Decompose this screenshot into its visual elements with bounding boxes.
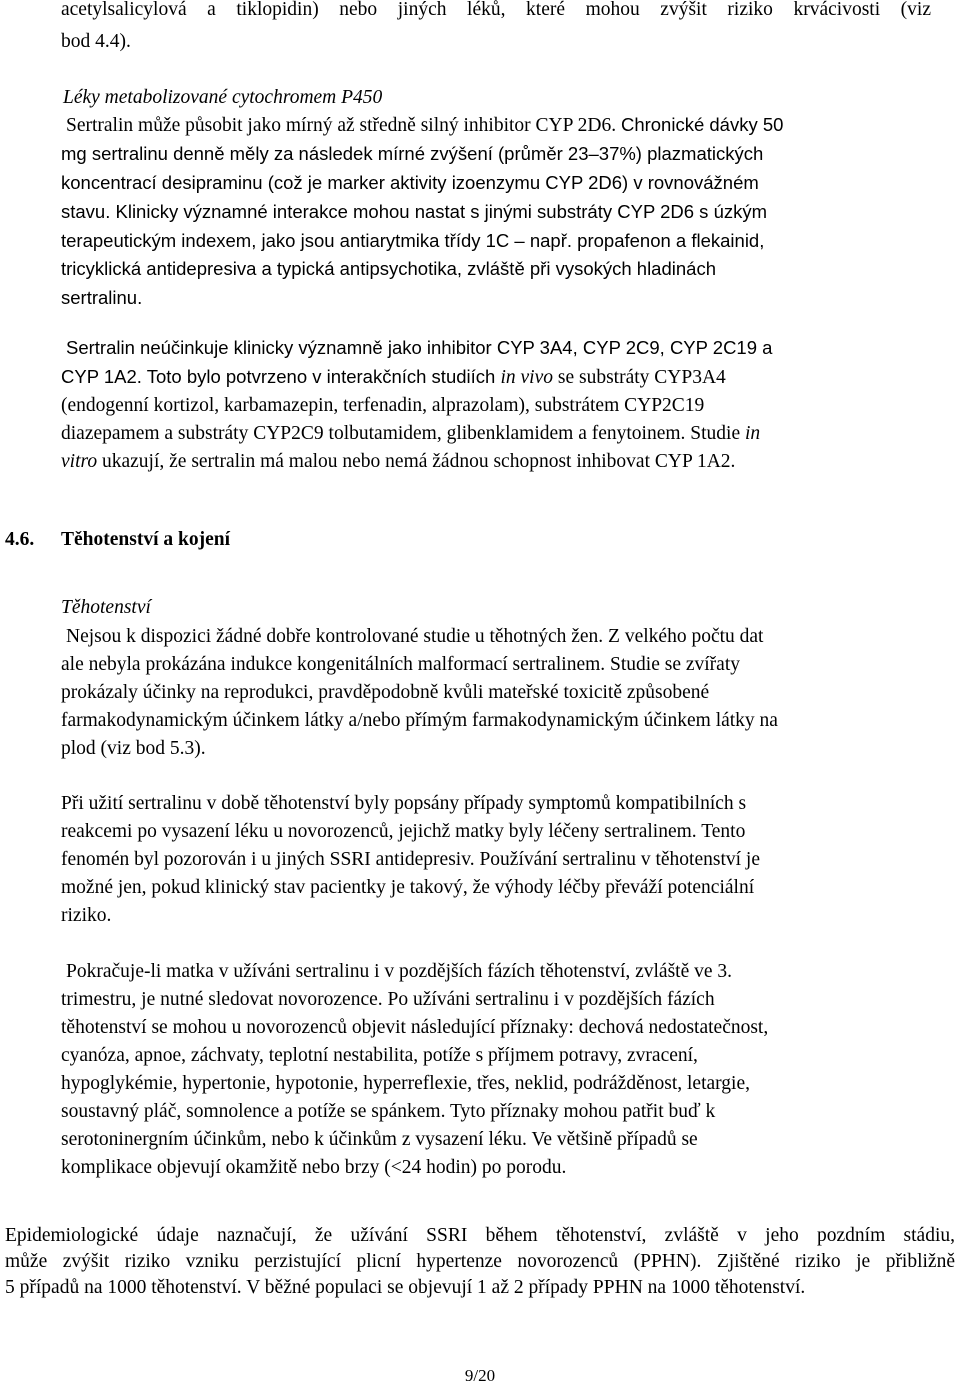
- paragraph-line: reakcemi po vysazení léku u novorozenců, jejichž matky byly léčeny sertralinem. Tento: [61, 821, 746, 842]
- paragraph-line: hypoglykémie, hypertonie, hypotonie, hyperreflexie, třes, neklid, podrážděnost, letargie,: [61, 1073, 750, 1094]
- paragraph-line: ale nebyla prokázána indukce kongenitálních malformací sertralinem. Studie se zvířaty: [61, 654, 740, 675]
- paragraph-line: riziko.: [61, 905, 112, 926]
- paragraph-line: trimestru, je nutné sledovat novorozence. Po užíváni sertralinu i v pozdějších fázích: [61, 989, 715, 1010]
- paragraph-line: Sertralin neúčinkuje klinicky významně jako inhibitor CYP 3A4, CYP 2C9, CYP 2C19 a: [66, 337, 773, 358]
- paragraph-line: fenomén byl pozorován i u jiných SSRI antidepresiv. Používání sertralinu v těhotenství je: [61, 849, 760, 870]
- paragraph-line: (endogenní kortizol, karbamazepin, terfenadin, alprazolam), substrátem CYP2C19: [61, 395, 705, 416]
- text-run: diazepamem a substráty CYP2C9 tolbutamidem, glibenklamidem a fenytoinem. Studie: [61, 423, 745, 444]
- text-run: vitro: [61, 451, 98, 472]
- subsection-heading: Léky metabolizované cytochromem P450: [63, 87, 383, 108]
- section-number: 4.6.: [5, 529, 35, 550]
- text-run: CYP 1A2. Toto bylo potvrzeno v interakčních studiích: [61, 366, 501, 387]
- paragraph-line: prokázaly účinky na reprodukci, pravděpodobně kvůli mateřské toxicitě způsobené: [61, 682, 710, 703]
- paragraph-line: Nejsou k dispozici žádné dobře kontrolované studie u těhotných žen. Z velkého počtu dat: [66, 626, 764, 647]
- paragraph-line: komplikace objevují okamžitě nebo brzy (<24 hodin) po porodu.: [61, 1157, 567, 1178]
- paragraph-line: soustavný pláč, somnolence a potíže se spánkem. Tyto příznaky mohou patřit buď k: [61, 1101, 716, 1122]
- paragraph-line: mg sertralinu denně měly za následek mírné zvýšení (průměr 23–37%) plazmatických: [61, 143, 764, 164]
- paragraph-line: bod 4.4).: [61, 31, 131, 52]
- paragraph-line: plod (viz bod 5.3).: [61, 738, 206, 759]
- paragraph-line: serotoninergním účinkům, nebo k účinkům z vysazení léku. Ve většině případů se: [61, 1129, 698, 1150]
- section-title: Těhotenství a kojení: [61, 529, 231, 550]
- paragraph-line: acetylsalicylová a tiklopidin) nebo jiných léků, které mohou zvýšit riziko krvácivosti (viz: [61, 0, 931, 20]
- paragraph-line: cyanóza, apnoe, záchvaty, teplotní nestabilita, potíže s příjmem potravy, zvracení,: [61, 1045, 698, 1066]
- paragraph-line: tricyklická antidepresiva a typická antipsychotika, zvláště při vysokých hladinách: [61, 258, 716, 279]
- paragraph-line: [61, 424, 760, 444]
- text-run: se substráty CYP3A4: [552, 367, 726, 388]
- page-number: 9/20: [464, 1366, 496, 1385]
- paragraph-line: Při užití sertralinu v době těhotenství byly popsány případy symptomů kompatibilních s: [61, 793, 747, 814]
- text-run: in vivo: [500, 367, 553, 388]
- paragraph-line: těhotenství se mohou u novorozenců objevit následující příznaky: dechová nedostatečnost,: [61, 1017, 769, 1038]
- text-run: Chronické dávky 50: [620, 114, 784, 135]
- paragraph-line: Pokračuje-li matka v užíváni sertralinu i v pozdějších fázích těhotenství, zvláště ve 3.: [66, 961, 733, 982]
- subsection-heading: Těhotenství: [61, 597, 151, 618]
- paragraph-line: může zvýšit riziko vzniku perzistující plicní hypertenze novorozenců (PPHN). Zjištěné riziko je přibližně: [5, 1251, 955, 1272]
- paragraph-line: [61, 368, 726, 388]
- paragraph-line: koncentrací desipraminu (což je marker aktivity izoenzymu CYP 2D6) v rovnovážném: [61, 172, 759, 193]
- text-run: ukazují, že sertralin má malou nebo nemá žádnou schopnost inhibovat CYP 1A2.: [97, 451, 736, 472]
- paragraph-line: stavu. Klinicky významné interakce mohou nastat s jinými substráty CYP 2D6 s úzkým: [61, 201, 768, 222]
- text-run: in: [745, 423, 761, 444]
- paragraph-line: terapeutickým indexem, jako jsou antiarytmika třídy 1C – např. propafenon a flekainid,: [61, 230, 765, 251]
- paragraph-line: [61, 452, 735, 472]
- paragraph-line: sertralinu.: [61, 287, 143, 308]
- paragraph-line: možné jen, pokud klinický stav pacientky je takový, že výhody léčby převáží potenciální: [61, 877, 755, 898]
- paragraph-line: [66, 116, 783, 136]
- paragraph-line: Epidemiologické údaje naznačují, že užívání SSRI během těhotenství, zvláště v jeho pozdním stádiu,: [5, 1225, 955, 1246]
- text-run: Sertralin může působit jako mírný až středně silný inhibitor CYP 2D6.: [66, 115, 621, 136]
- paragraph-line: farmakodynamickým účinkem látky a/nebo přímým farmakodynamickým účinkem látky na: [61, 710, 778, 731]
- paragraph-line: 5 případů na 1000 těhotenství. V běžné populaci se objevují 1 až 2 případy PPHN na 1000 těhotenství.: [5, 1277, 806, 1298]
